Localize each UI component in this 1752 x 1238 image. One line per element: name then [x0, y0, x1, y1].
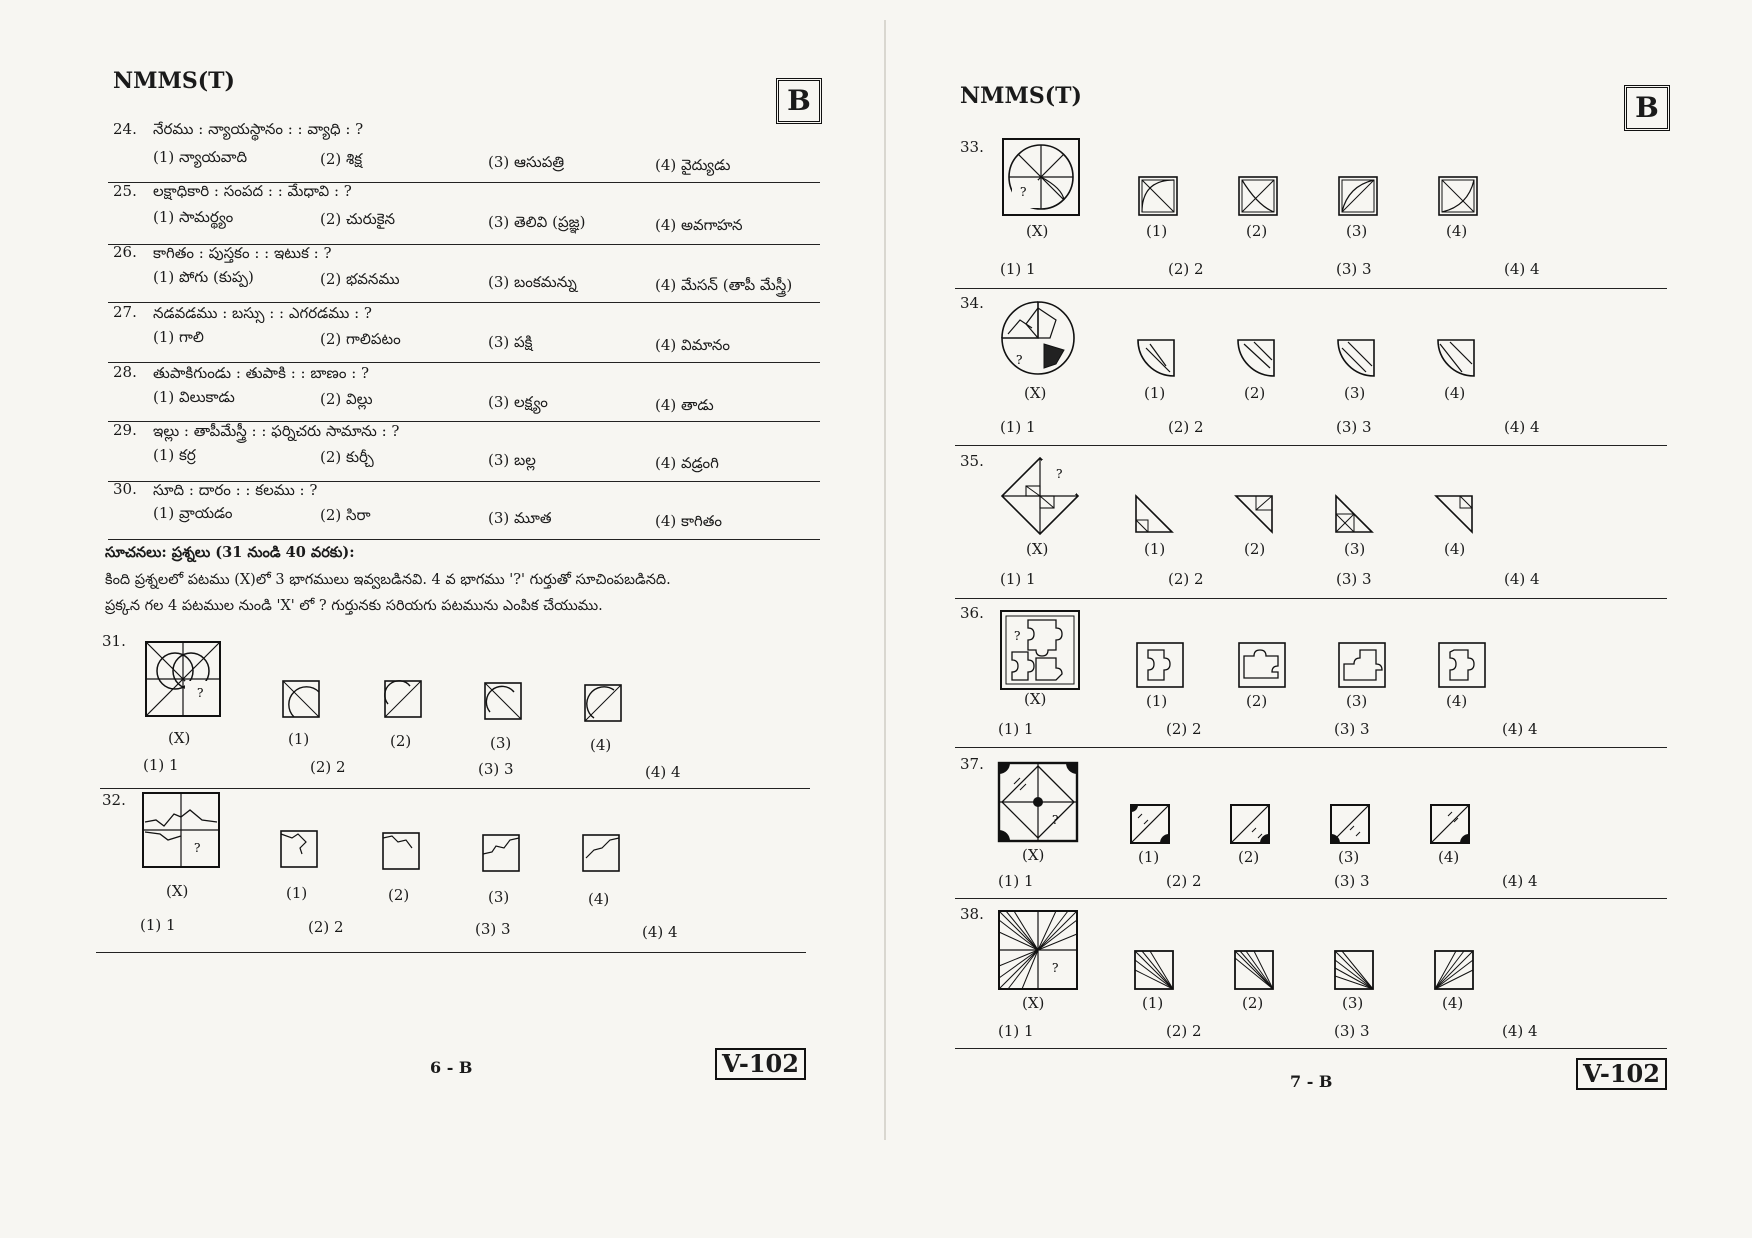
- option-4: (4) వైద్యుడు: [655, 156, 731, 174]
- option-4: (4) వడ్రంగి: [655, 454, 719, 472]
- figure-label: (2): [1244, 540, 1266, 558]
- figure-x: [1002, 138, 1080, 216]
- divider: [955, 445, 1667, 446]
- question-number: 32.: [102, 791, 126, 809]
- figure-x: [998, 910, 1078, 990]
- figure-label: (X): [1024, 384, 1047, 402]
- question-number: 25.: [113, 182, 137, 200]
- question-number: 37.: [960, 755, 984, 773]
- answer-option-1: (1) 1: [998, 1022, 1034, 1040]
- option-1: (1) గాలి: [153, 328, 204, 346]
- answer-option-2: (2) 2: [1166, 872, 1202, 890]
- figure-option-1: [1136, 338, 1176, 378]
- figure-option-3: [1334, 950, 1374, 990]
- question-number: 36.: [960, 604, 984, 622]
- answer-option-4: (4) 4: [1504, 570, 1540, 588]
- paper-code: V-102: [715, 1048, 806, 1080]
- option-2: (2) చురుకైన: [320, 210, 396, 228]
- figure-option-3: [482, 834, 520, 872]
- answer-option-3: (3) 3: [1334, 1022, 1370, 1040]
- svg-text:?: ?: [1056, 467, 1063, 481]
- question-stem: కాగితం : పుస్తకం : : ఇటుక : ?: [153, 244, 332, 262]
- answer-option-3: (3) 3: [1336, 260, 1372, 278]
- figure-x: [142, 792, 220, 868]
- exam-header: NMMS(T): [113, 68, 235, 94]
- option-2: (2) విల్లు: [320, 390, 373, 408]
- figure-option-4: [582, 834, 620, 872]
- figure-option-4: [1438, 642, 1486, 688]
- figure-x: [1000, 610, 1080, 690]
- divider: [108, 362, 820, 363]
- figure-label: (3): [490, 734, 512, 752]
- paper-code: V-102: [1576, 1058, 1667, 1090]
- answer-option-2: (2) 2: [310, 758, 346, 776]
- figure-label: (4): [1444, 384, 1466, 402]
- figure-option-3: [1334, 494, 1374, 534]
- svg-text:?: ?: [1020, 185, 1027, 199]
- figure-option-1: [1138, 176, 1178, 216]
- option-3: (3) మూత: [488, 509, 552, 527]
- figure-label: (1): [1138, 848, 1160, 866]
- answer-option-2: (2) 2: [1168, 418, 1204, 436]
- figure-label: (1): [286, 884, 308, 902]
- answer-option-4: (4) 4: [642, 923, 678, 941]
- divider: [955, 598, 1667, 599]
- exam-header: NMMS(T): [960, 83, 1082, 109]
- option-1: (1) వ్రాయడం: [153, 504, 233, 522]
- question-number: 38.: [960, 905, 984, 923]
- option-2: (2) భవనము: [320, 270, 400, 288]
- option-2: (2) సిరా: [320, 506, 371, 524]
- answer-option-1: (1) 1: [998, 720, 1034, 738]
- answer-option-3: (3) 3: [1336, 570, 1372, 588]
- question-number: 29.: [113, 421, 137, 439]
- figure-option-3: [1338, 176, 1378, 216]
- figure-label: (1): [288, 730, 310, 748]
- figure-x: [998, 298, 1078, 378]
- answer-option-4: (4) 4: [1502, 720, 1538, 738]
- figure-label: (4): [588, 890, 610, 908]
- figure-option-4: [1436, 338, 1476, 378]
- answer-option-3: (3) 3: [475, 920, 511, 938]
- option-3: (3) ఆసుపత్రి: [488, 153, 565, 171]
- answer-option-1: (1) 1: [143, 756, 179, 774]
- set-badge: B: [1624, 85, 1670, 131]
- option-4: (4) మేసన్ (తాపీ మేస్త్రీ): [655, 276, 793, 294]
- figure-label: (2): [1242, 994, 1264, 1012]
- figure-label: (4): [590, 736, 612, 754]
- answer-option-1: (1) 1: [1000, 260, 1036, 278]
- figure-label: (1): [1146, 222, 1168, 240]
- answer-option-4: (4) 4: [1504, 418, 1540, 436]
- figure-label: (X): [1022, 846, 1045, 864]
- question-number: 28.: [113, 363, 137, 381]
- question-number: 26.: [113, 243, 137, 261]
- answer-option-4: (4) 4: [645, 763, 681, 781]
- answer-option-3: (3) 3: [1334, 872, 1370, 890]
- option-2: (2) గాలిపటం: [320, 330, 401, 348]
- divider: [96, 952, 806, 953]
- figure-option-1: [282, 680, 320, 718]
- figure-label: (3): [1344, 540, 1366, 558]
- page-fold: [884, 20, 886, 1140]
- figure-option-2: [1238, 642, 1286, 688]
- figure-option-2: [1234, 950, 1274, 990]
- question-stem: ఇల్లు : తాపీమేస్త్రీ : : ఫర్నిచరు సామాను : ?: [153, 422, 400, 440]
- answer-option-4: (4) 4: [1502, 872, 1538, 890]
- option-4: (4) అవగాహన: [655, 216, 743, 234]
- divider: [108, 302, 820, 303]
- figure-option-1: [1130, 804, 1170, 844]
- figure-option-3: [484, 682, 522, 720]
- svg-text:?: ?: [194, 841, 201, 855]
- figure-label: (2): [390, 732, 412, 750]
- option-3: (3) లక్ష్యం: [488, 393, 548, 411]
- option-1: (1) పోగు (కుప్ప): [153, 268, 254, 286]
- answer-option-3: (3) 3: [1334, 720, 1370, 738]
- figure-option-4: [1434, 494, 1474, 534]
- figure-option-2: [384, 680, 422, 718]
- figure-label: (3): [1342, 994, 1364, 1012]
- answer-option-3: (3) 3: [1336, 418, 1372, 436]
- figure-option-2: [382, 832, 420, 870]
- figure-option-4: [584, 684, 622, 722]
- figure-option-3: [1338, 642, 1386, 688]
- instructions-title: సూచనలు: ప్రశ్నలు (31 నుండి 40 వరకు):: [105, 544, 355, 561]
- answer-option-3: (3) 3: [478, 760, 514, 778]
- figure-label: (3): [1344, 384, 1366, 402]
- option-4: (4) విమానం: [655, 336, 731, 354]
- figure-option-2: [1236, 338, 1276, 378]
- option-1: (1) సామర్థ్యం: [153, 208, 234, 226]
- instructions-line-2: ప్రక్కన గల 4 పటముల నుండి 'X' లో ? గుర్తునకు సరియగు పటమును ఎంపిక చేయుము.: [105, 598, 603, 614]
- page-number: 6 - B: [430, 1058, 473, 1077]
- question-stem: తుపాకిగుండు : తుపాకి : : బాణం : ?: [153, 364, 370, 382]
- question-stem: లక్షాధికారి : సంపద : : మేధావి : ?: [153, 182, 352, 200]
- figure-option-3: [1330, 804, 1370, 844]
- figure-label: (2): [1246, 692, 1268, 710]
- figure-x: [145, 641, 221, 717]
- svg-text:?: ?: [1016, 353, 1023, 367]
- answer-option-4: (4) 4: [1504, 260, 1540, 278]
- figure-label: (2): [1246, 222, 1268, 240]
- question-stem: నేరము : న్యాయస్థానం : : వ్యాధి : ?: [153, 120, 364, 138]
- figure-option-4: [1430, 804, 1470, 844]
- figure-label: (1): [1144, 540, 1166, 558]
- question-number: 24.: [113, 120, 137, 138]
- divider: [955, 747, 1667, 748]
- question-number: 35.: [960, 452, 984, 470]
- answer-option-1: (1) 1: [140, 916, 176, 934]
- answer-option-2: (2) 2: [1166, 720, 1202, 738]
- question-number: 34.: [960, 294, 984, 312]
- figure-label: (2): [1244, 384, 1266, 402]
- figure-option-4: [1434, 950, 1474, 990]
- figure-option-3: [1336, 338, 1376, 378]
- option-2: (2) శిక్ష: [320, 150, 363, 168]
- figure-option-1: [1134, 950, 1174, 990]
- option-4: (4) కాగితం: [655, 512, 723, 530]
- option-1: (1) న్యాయవాది: [153, 148, 248, 166]
- page-number: 7 - B: [1290, 1072, 1333, 1091]
- svg-text:?: ?: [1052, 813, 1059, 827]
- divider: [955, 288, 1667, 289]
- figure-option-2: [1238, 176, 1278, 216]
- option-2: (2) కుర్చీ: [320, 448, 374, 466]
- option-3: (3) పక్షి: [488, 333, 533, 351]
- figure-label: (4): [1442, 994, 1464, 1012]
- option-1: (1) కర్ర: [153, 446, 196, 464]
- answer-option-4: (4) 4: [1502, 1022, 1538, 1040]
- question-number: 31.: [102, 632, 126, 650]
- figure-option-4: [1438, 176, 1478, 216]
- svg-text:?: ?: [1014, 629, 1021, 643]
- figure-label: (4): [1444, 540, 1466, 558]
- answer-option-1: (1) 1: [998, 872, 1034, 890]
- figure-option-1: [280, 830, 318, 868]
- answer-option-2: (2) 2: [1168, 570, 1204, 588]
- figure-option-1: [1136, 642, 1184, 688]
- instructions-line-1: కింది ప్రశ్నలలో పటము (X)లో 3 భాగములు ఇవ్వబడినవి. 4 వ భాగము '?' గుర్తుతో సూచింపబడినది.: [105, 572, 671, 588]
- option-4: (4) తాడు: [655, 396, 714, 414]
- option-3: (3) బల్ల: [488, 451, 536, 469]
- set-badge: B: [776, 78, 822, 124]
- option-3: (3) బంకమన్ను: [488, 273, 577, 291]
- answer-option-1: (1) 1: [1000, 570, 1036, 588]
- divider: [100, 788, 810, 789]
- figure-option-2: [1234, 494, 1274, 534]
- figure-label: (1): [1142, 994, 1164, 1012]
- divider: [955, 1048, 1667, 1049]
- question-stem: నడవడము : బస్సు : : ఎగరడము : ?: [153, 304, 372, 322]
- figure-label: (X): [1026, 222, 1049, 240]
- figure-label: (3): [488, 888, 510, 906]
- option-3: (3) తెలివి (ప్రజ్ఞ): [488, 213, 586, 231]
- figure-label: (1): [1144, 384, 1166, 402]
- figure-label: (X): [168, 729, 191, 747]
- figure-label: (X): [1022, 994, 1045, 1012]
- figure-x: [1000, 456, 1080, 536]
- question-number: 30.: [113, 480, 137, 498]
- figure-label: (X): [166, 882, 189, 900]
- answer-option-1: (1) 1: [1000, 418, 1036, 436]
- figure-option-2: [1230, 804, 1270, 844]
- question-number: 27.: [113, 303, 137, 321]
- divider: [955, 898, 1667, 899]
- answer-option-2: (2) 2: [1166, 1022, 1202, 1040]
- option-1: (1) విలుకాడు: [153, 388, 235, 406]
- figure-label: (3): [1346, 222, 1368, 240]
- figure-label: (4): [1446, 692, 1468, 710]
- svg-text:?: ?: [197, 686, 204, 700]
- figure-x: [998, 762, 1078, 842]
- figure-label: (2): [1238, 848, 1260, 866]
- divider: [108, 539, 820, 540]
- question-stem: సూది : దారం : : కలము : ?: [153, 481, 318, 499]
- figure-label: (4): [1446, 222, 1468, 240]
- figure-label: (1): [1146, 692, 1168, 710]
- figure-option-1: [1134, 494, 1174, 534]
- svg-text:?: ?: [1052, 961, 1059, 975]
- figure-label: (3): [1338, 848, 1360, 866]
- question-number: 33.: [960, 138, 984, 156]
- answer-option-2: (2) 2: [1168, 260, 1204, 278]
- figure-label: (4): [1438, 848, 1460, 866]
- answer-option-2: (2) 2: [308, 918, 344, 936]
- figure-label: (X): [1024, 690, 1047, 708]
- figure-label: (2): [388, 886, 410, 904]
- figure-label: (3): [1346, 692, 1368, 710]
- figure-label: (X): [1026, 540, 1049, 558]
- right-page: [890, 0, 1752, 1238]
